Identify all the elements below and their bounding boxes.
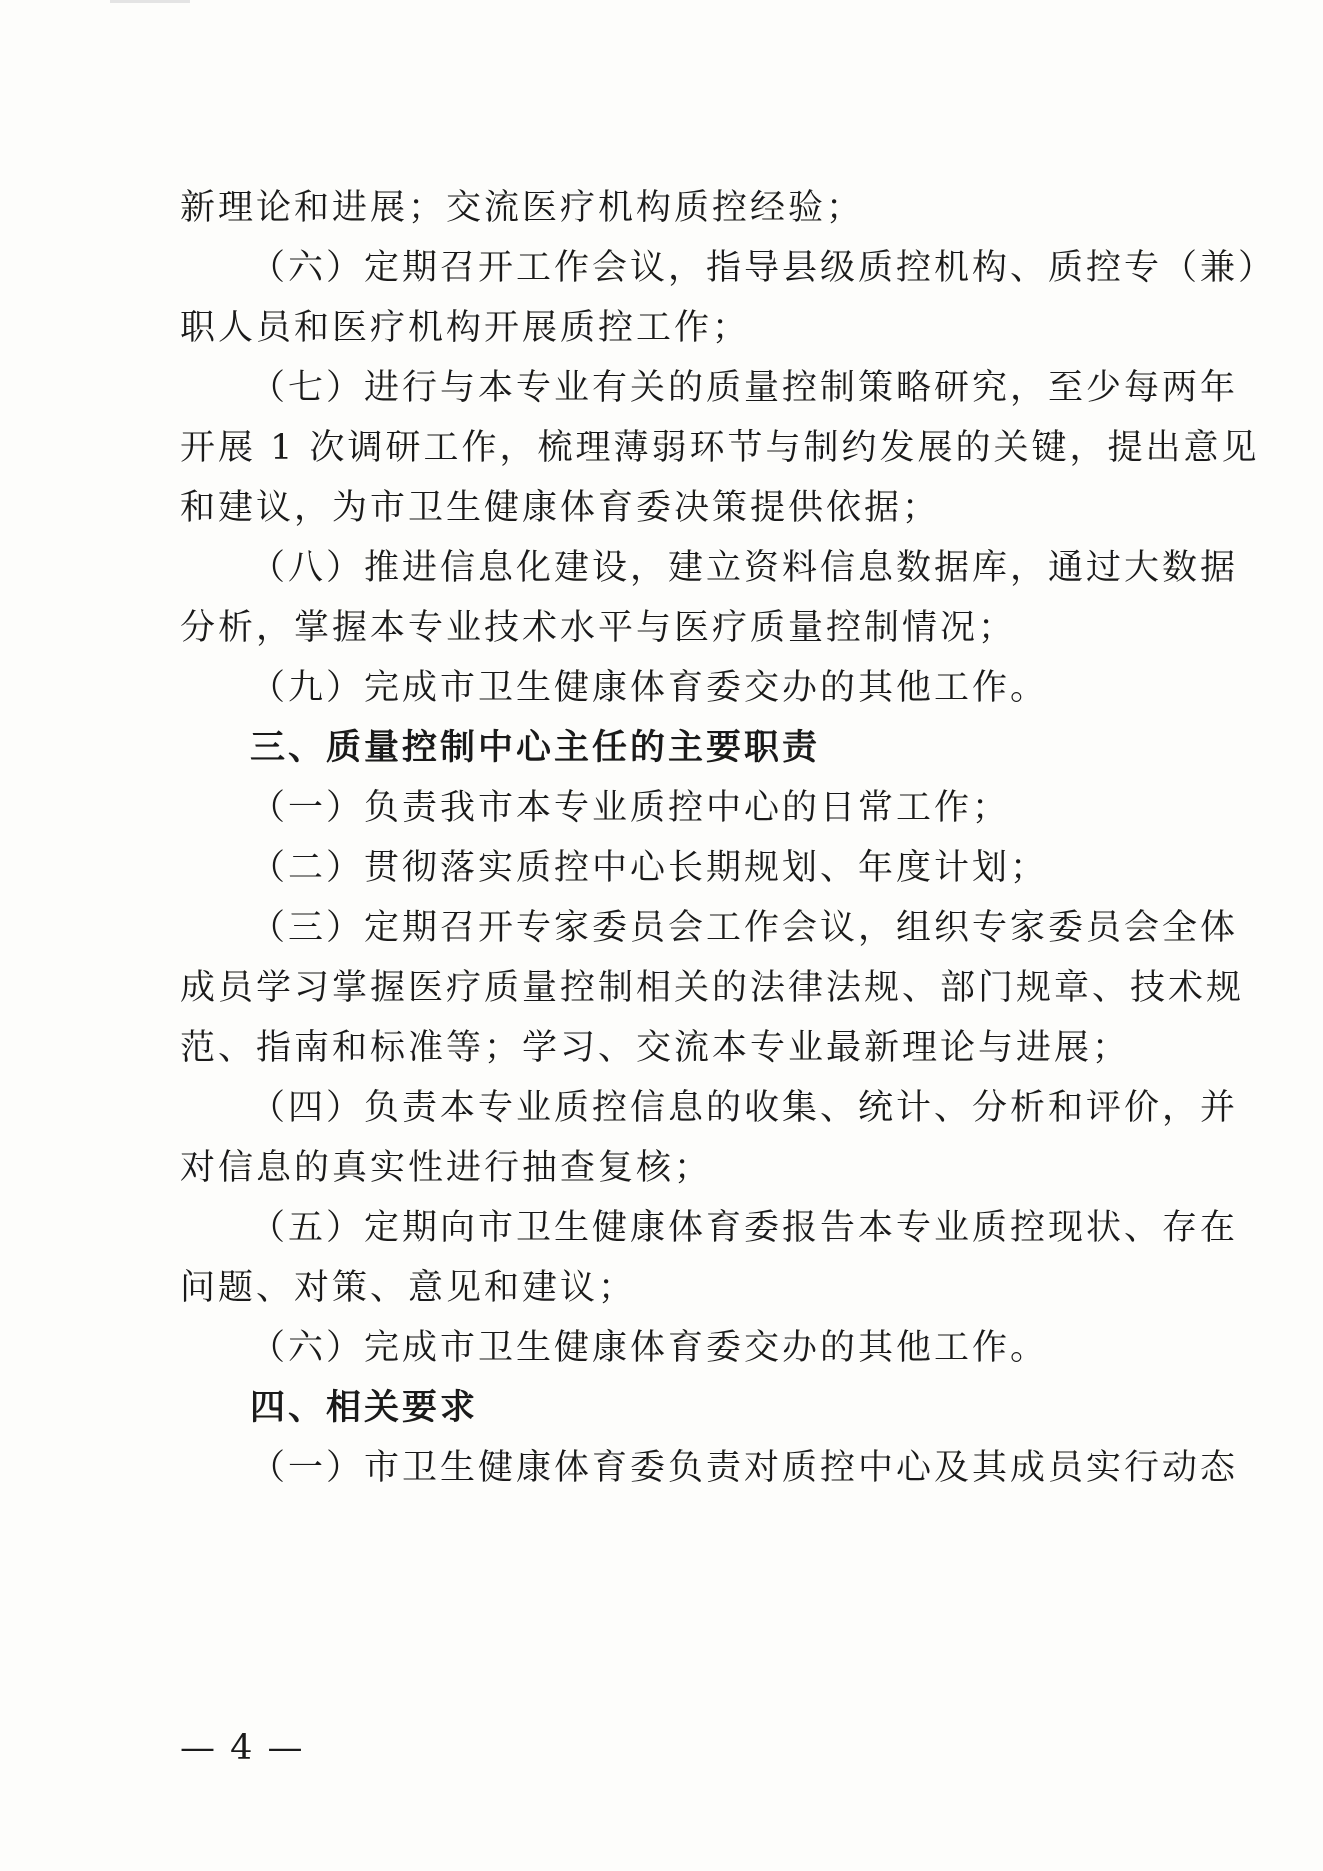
- body-line: 开展 1 次调研工作，梳理薄弱环节与制约发展的关键，提出意见: [180, 428, 1260, 468]
- body-line: 和建议，为市卫生健康体育委决策提供依据；: [180, 488, 941, 528]
- body-line: 新理论和进展；交流医疗机构质控经验；: [180, 188, 865, 228]
- scan-edge-mark: [110, 0, 190, 3]
- body-line: 范、指南和标准等；学习、交流本专业最新理论与进展；: [180, 1028, 1131, 1068]
- section-heading: 四、相关要求: [250, 1388, 479, 1428]
- list-item: （六）完成市卫生健康体育委交办的其他工作。: [250, 1328, 1049, 1368]
- body-line: 成员学习掌握医疗质量控制相关的法律法规、部门规章、技术规: [180, 968, 1245, 1008]
- list-item: （九）完成市卫生健康体育委交办的其他工作。: [250, 668, 1049, 708]
- list-item: （一）负责我市本专业质控中心的日常工作；: [250, 788, 1011, 828]
- list-item: （六）定期召开工作会议，指导县级质控机构、质控专（兼）: [250, 248, 1277, 288]
- list-item: （七）进行与本专业有关的质量控制策略研究，至少每两年: [250, 368, 1239, 408]
- list-item: （三）定期召开专家委员会工作会议，组织专家委员会全体: [250, 908, 1239, 948]
- body-line: 问题、对策、意见和建议；: [180, 1268, 637, 1308]
- body-line: 职人员和医疗机构开展质控工作；: [180, 308, 751, 348]
- list-item: （一）市卫生健康体育委负责对质控中心及其成员实行动态: [250, 1448, 1239, 1488]
- list-item: （四）负责本专业质控信息的收集、统计、分析和评价，并: [250, 1088, 1239, 1128]
- body-line: 对信息的真实性进行抽查复核；: [180, 1148, 713, 1188]
- list-item: （二）贯彻落实质控中心长期规划、年度计划；: [250, 848, 1049, 888]
- page-number: — 4 —: [180, 1728, 305, 1768]
- body-line: 分析，掌握本专业技术水平与医疗质量控制情况；: [180, 608, 1017, 648]
- section-heading: 三、质量控制中心主任的主要职责: [250, 728, 821, 768]
- list-item: （八）推进信息化建设，建立资料信息数据库，通过大数据: [250, 548, 1239, 588]
- list-item: （五）定期向市卫生健康体育委报告本专业质控现状、存在: [250, 1208, 1239, 1248]
